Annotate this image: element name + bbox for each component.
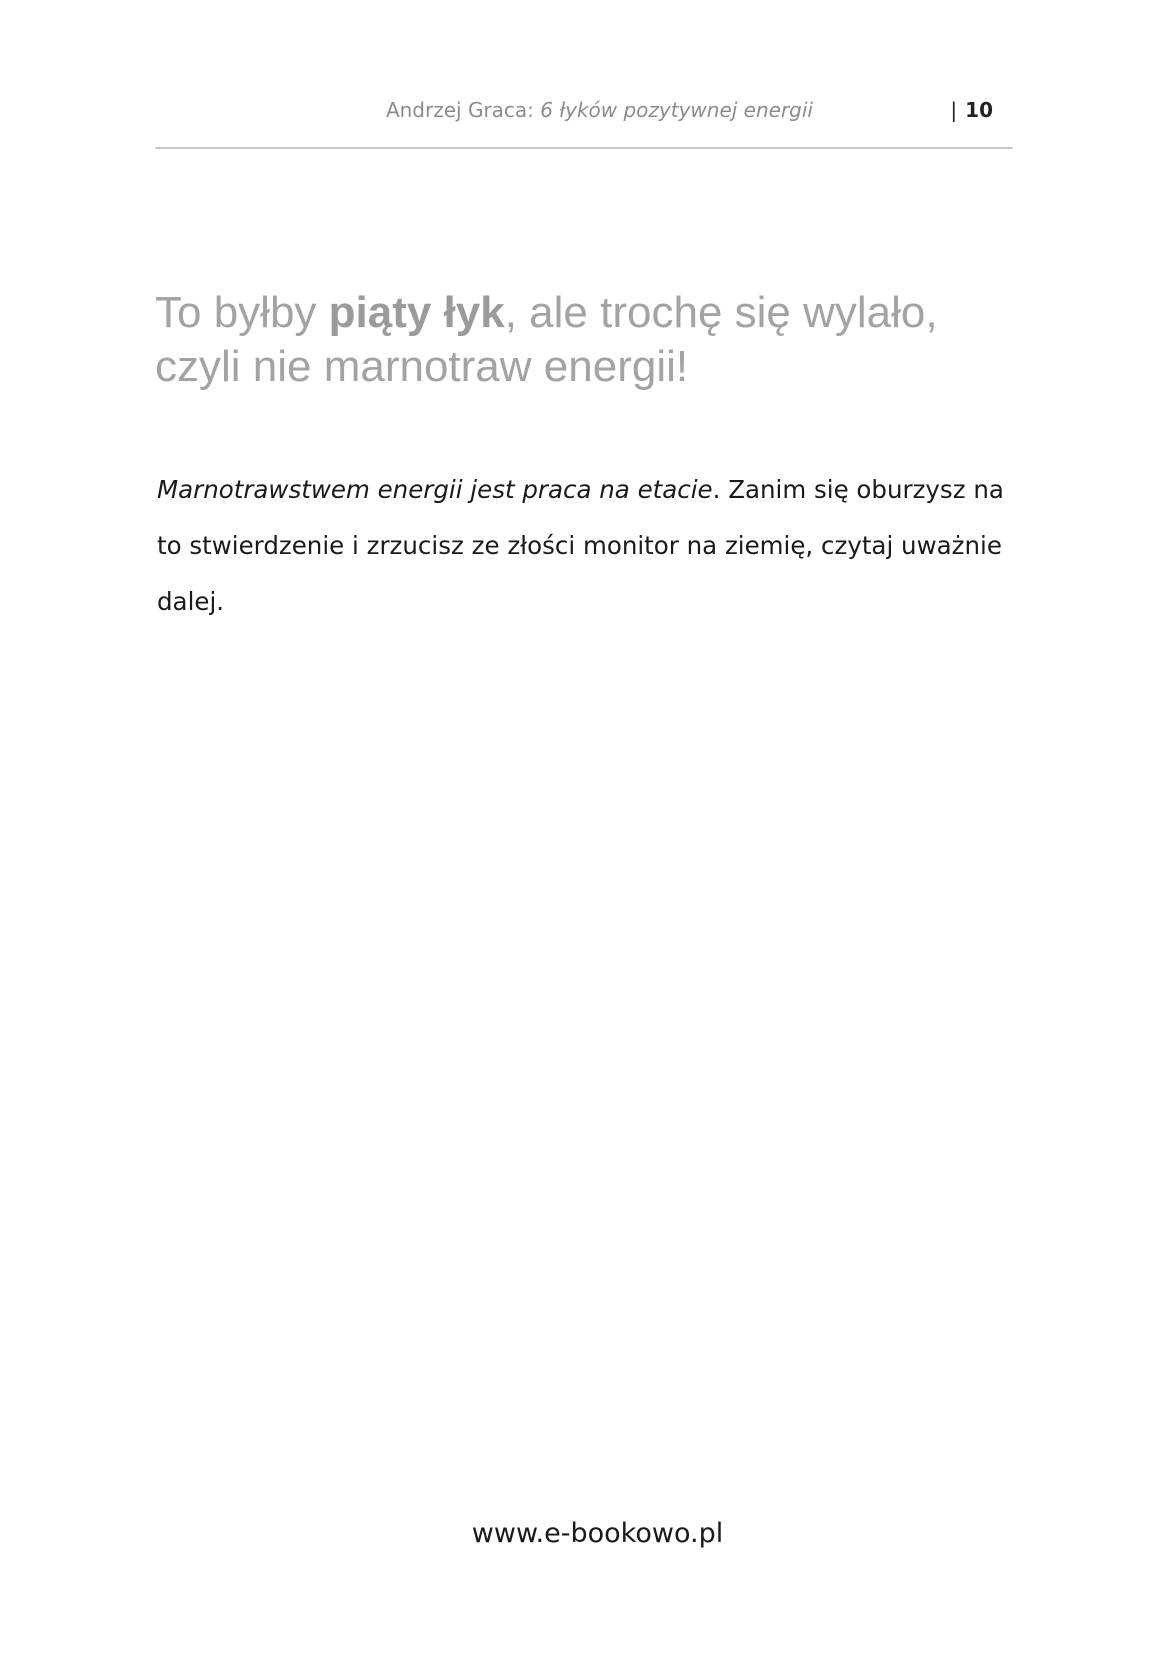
heading-part-2: , ale trochę się wylało,	[504, 288, 938, 337]
heading-line-2: czyli nie marnotraw energii!	[155, 342, 689, 391]
paragraph-italic: Marnotrawstwem energii jest praca na etacie	[157, 475, 713, 504]
section-heading	[155, 286, 1015, 394]
heading-bold: piąty łyk	[328, 288, 505, 337]
page-number-value: 10	[965, 98, 993, 122]
running-title	[386, 98, 813, 122]
page-footer	[0, 1518, 1165, 1549]
running-title-book: 6 łyków pozytywnej energii	[540, 98, 813, 122]
body-paragraph	[157, 462, 1017, 630]
running-title-author: Andrzej Graca:	[385, 98, 541, 122]
footer-url: www.e-bookowo.pl	[471, 1518, 724, 1549]
page-number	[950, 98, 993, 122]
page-number-separator: |	[950, 98, 958, 122]
paragraph-rest: . Zanim się oburzysz na to stwierdzenie i zrzucisz ze złości monitor na ziemię, czytaj uważnie dalej.	[157, 475, 1004, 616]
heading-part-1: To byłby	[155, 288, 329, 337]
page-header	[155, 98, 1013, 132]
header-divider	[155, 147, 1013, 149]
